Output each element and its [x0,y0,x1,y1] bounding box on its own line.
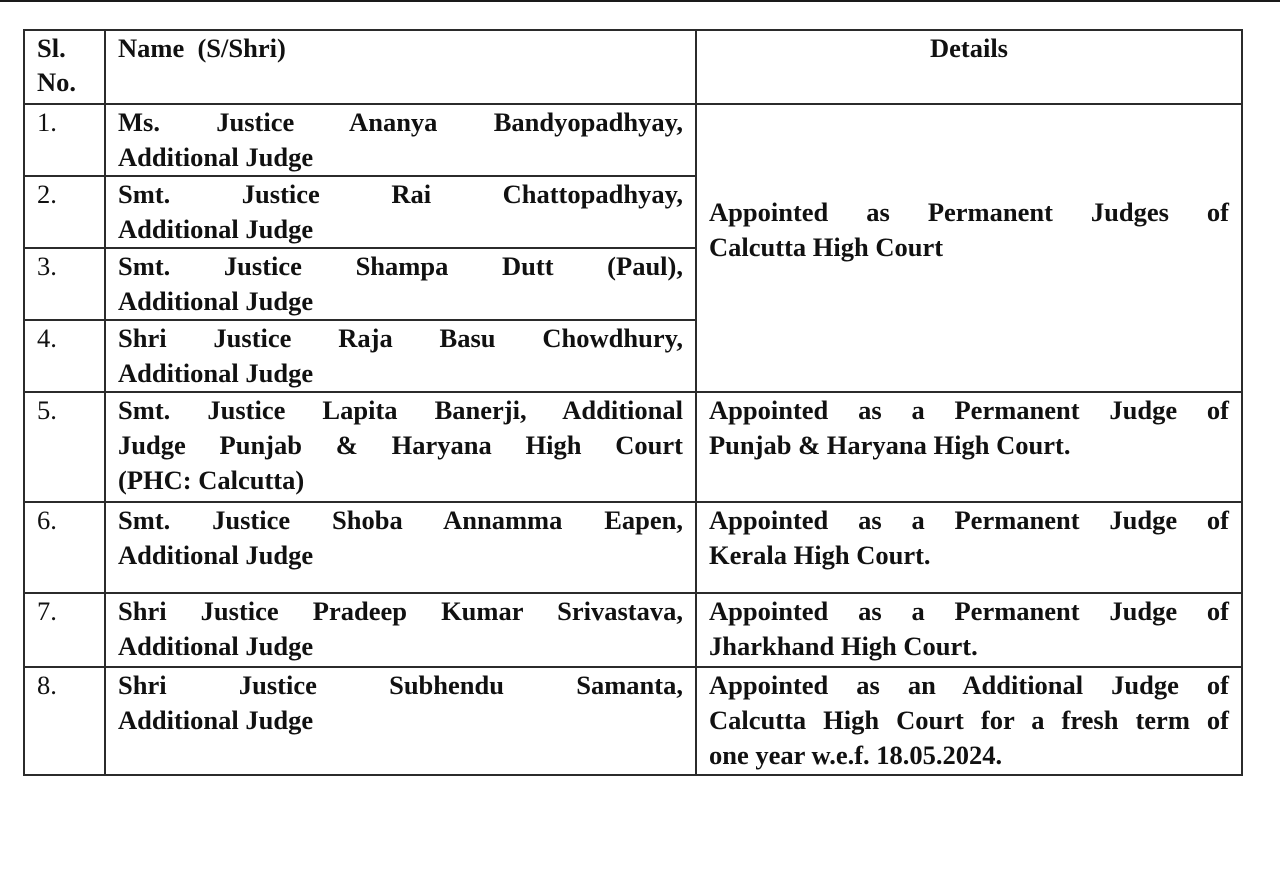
details-line: Appointed as Permanent Judges of [709,196,1229,227]
details-line: Appointed as a Permanent Judge of [709,505,1229,535]
header-sl-line2: No. [37,67,77,97]
judges-appointment-table [23,29,1243,776]
name-line: Additional Judge [118,705,314,735]
details-cell [696,502,1242,593]
name-line: (PHC: Calcutta) [118,465,305,495]
details-line: Appointed as an Additional Judge of [709,670,1229,700]
header-details: Details [696,30,1242,104]
name-line: Smt. Justice Shoba Annamma Eapen, [118,505,683,535]
name-cell [105,392,696,502]
details-cell [696,667,1242,775]
table-row [24,104,1242,176]
header-name: Name (S/Shri) [105,30,696,104]
name-cell [105,593,696,667]
header-sl-line1: Sl. [37,33,66,63]
name-line: Additional Judge [118,540,314,570]
sl-cell: 2. [24,176,105,248]
name-line: Shri Justice Raja Basu Chowdhury, [118,323,683,353]
details-line: Appointed as a Permanent Judge of [709,596,1229,626]
table-header-row [24,30,1242,104]
details-line: Calcutta High Court [709,231,944,262]
name-line: Additional Judge [118,358,314,388]
name-line: Shri Justice Subhendu Samanta, [118,670,683,700]
name-line: Additional Judge [118,631,314,661]
name-cell [105,176,696,248]
details-cell [696,392,1242,502]
header-sl-no [24,30,105,104]
name-line: Additional Judge [118,214,314,244]
name-cell [105,248,696,320]
name-line: Smt. Justice Shampa Dutt (Paul), [118,251,683,281]
details-line: Punjab & Haryana High Court. [709,430,1071,460]
name-line: Smt. Justice Rai Chattopadhyay, [118,179,683,209]
sl-cell: 8. [24,667,105,775]
details-line: Appointed as a Permanent Judge of [709,395,1229,425]
details-line: Calcutta High Court for a fresh term of [709,705,1229,735]
details-line: Kerala High Court. [709,540,931,570]
sl-cell: 6. [24,502,105,593]
name-line: Ms. Justice Ananya Bandyopadhyay, [118,107,683,137]
sl-cell: 5. [24,392,105,502]
name-cell [105,104,696,176]
table-row [24,392,1242,502]
sl-cell: 3. [24,248,105,320]
details-spacer [709,265,1229,300]
name-line: Additional Judge [118,286,314,316]
name-line: Additional Judge [118,142,314,172]
sl-cell: 7. [24,593,105,667]
name-cell [105,320,696,392]
sl-cell: 1. [24,104,105,176]
sl-cell: 4. [24,320,105,392]
table-row [24,502,1242,593]
name-line: Judge Punjab & Haryana High Court [118,430,683,460]
name-line: Shri Justice Pradeep Kumar Srivastava, [118,596,683,626]
table-row [24,593,1242,667]
details-line: Jharkhand High Court. [709,631,978,661]
name-cell [105,502,696,593]
table-row [24,667,1242,775]
details-cell-group-calcutta [696,104,1242,392]
details-cell [696,593,1242,667]
top-border-line [0,0,1280,2]
name-line: Smt. Justice Lapita Banerji, Additional [118,395,683,425]
name-cell [105,667,696,775]
details-line: one year w.e.f. 18.05.2024. [709,740,1003,770]
